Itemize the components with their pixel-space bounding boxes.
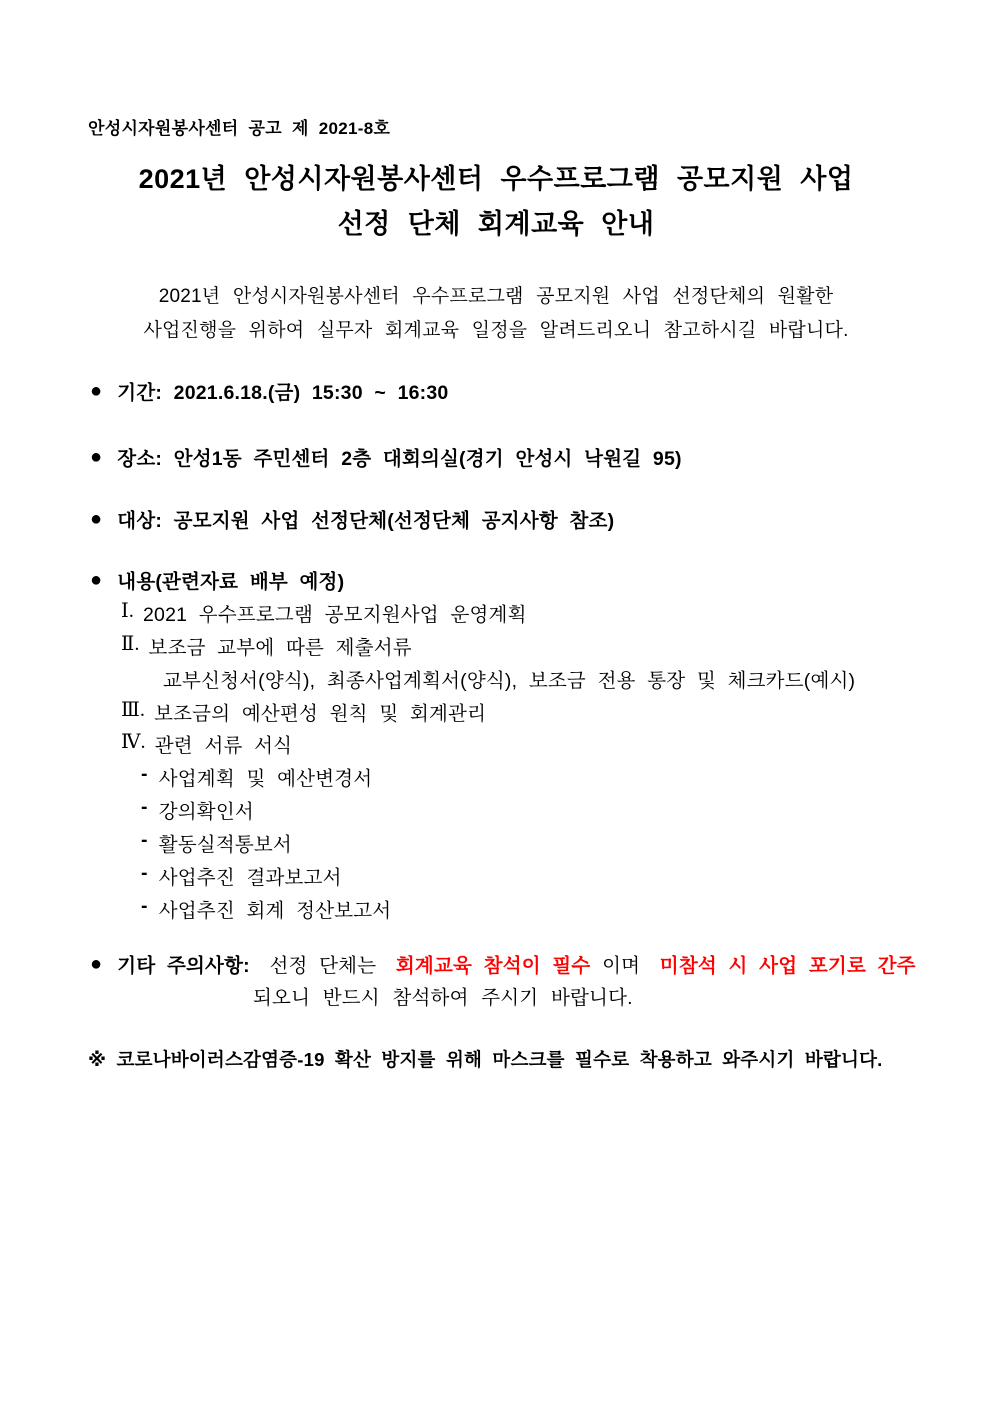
target-text: 대상: 공모지원 사업 선정단체(선정단체 공지사항 참조) — [117, 510, 615, 532]
location-text: 장소: 안성1동 주민센터 2층 대회의실(경기 안성시 낙원길 95) — [117, 448, 682, 470]
form-item-5-text: 사업추진 회계 정산보고서 — [158, 900, 392, 922]
roman-numeral-4: Ⅳ. — [121, 732, 146, 753]
form-item-2-text: 강의확인서 — [158, 801, 254, 823]
dash-icon: - — [141, 829, 148, 851]
intro-paragraph-line1: 2021년 안성시자원봉사센터 우수프로그램 공모지원 사업 선정단체의 원활한 — [158, 286, 834, 307]
roman-numeral-1: Ⅰ. — [121, 601, 134, 622]
bullet-icon: ● — [90, 446, 103, 468]
covid-mask-notice: ※ 코로나바이러스감염증-19 확산 방지를 위해 마스크를 필수로 착용하고 와주시기 바랍니다. — [88, 1049, 883, 1070]
document-title-line2: 선정 단체 회계교육 안내 — [337, 209, 655, 239]
content-item-2 — [121, 632, 412, 660]
etc-red-emphasis-1: 회계교육 참석이 필수 — [395, 955, 591, 977]
form-item-1-text: 사업계획 및 예산변경서 — [158, 768, 373, 790]
content-item-4 — [121, 730, 292, 758]
etc-label: 기타 주의사항: — [117, 955, 250, 977]
dash-icon: - — [141, 862, 148, 884]
form-list-item — [141, 895, 391, 923]
document-title-line1: 2021년 안성시자원봉사센터 우수프로그램 공모지원 사업 — [138, 164, 854, 194]
form-list-item — [141, 862, 342, 890]
bullet-item-period — [90, 377, 448, 405]
contents-heading-text: 내용(관련자료 배부 예정) — [117, 571, 345, 593]
content-item-4-text: 관련 서류 서식 — [154, 735, 293, 757]
bullet-icon: ● — [90, 508, 103, 530]
content-item-2-text: 보조금 교부에 따른 제출서류 — [148, 637, 412, 659]
etc-notice-line2: 되오니 반드시 참석하여 주시기 바랍니다. — [253, 987, 633, 1009]
roman-numeral-3: Ⅲ. — [121, 700, 146, 721]
dash-icon: - — [141, 796, 148, 818]
dash-icon: - — [141, 895, 148, 917]
roman-numeral-2: Ⅱ. — [121, 634, 140, 655]
bullet-item-location — [90, 443, 682, 471]
bullet-icon: ● — [90, 569, 103, 591]
bullet-icon: ● — [90, 380, 103, 402]
form-list-item — [141, 763, 372, 791]
bullet-item-contents — [90, 566, 344, 594]
notice-number: 안성시자원봉사센터 공고 제 2021-8호 — [88, 119, 391, 138]
form-list-item — [141, 796, 254, 824]
etc-segment-1: 선정 단체는 — [269, 955, 377, 977]
form-list-item — [141, 829, 292, 857]
form-item-3-text: 활동실적통보서 — [158, 834, 292, 856]
content-item-1-text: 2021 우수프로그램 공모지원사업 운영계획 — [142, 604, 527, 626]
dash-icon: - — [141, 763, 148, 785]
content-item-1 — [121, 599, 527, 627]
etc-segment-2: 이며 — [602, 955, 641, 977]
content-item-3-text: 보조금의 예산편성 원칙 및 회계관리 — [154, 703, 487, 725]
period-text: 기간: 2021.6.18.(금) 15:30 ~ 16:30 — [117, 382, 449, 404]
bullet-item-etc-notice — [90, 950, 916, 978]
etc-red-emphasis-2: 미참석 시 사업 포기로 간주 — [659, 955, 916, 977]
form-item-4-text: 사업추진 결과보고서 — [158, 867, 342, 889]
content-item-3 — [121, 698, 486, 726]
bullet-item-target — [90, 505, 614, 533]
intro-paragraph-line2: 사업진행을 위하여 실무자 회계교육 일정을 알려드리오니 참고하시길 바랍니다. — [143, 320, 849, 341]
submit-docs-detail: 교부신청서(양식), 최종사업계획서(양식), 보조금 전용 통장 및 체크카드(예시) — [163, 670, 856, 692]
bullet-icon: ● — [90, 953, 103, 975]
etc-notice-line1 — [117, 950, 915, 978]
